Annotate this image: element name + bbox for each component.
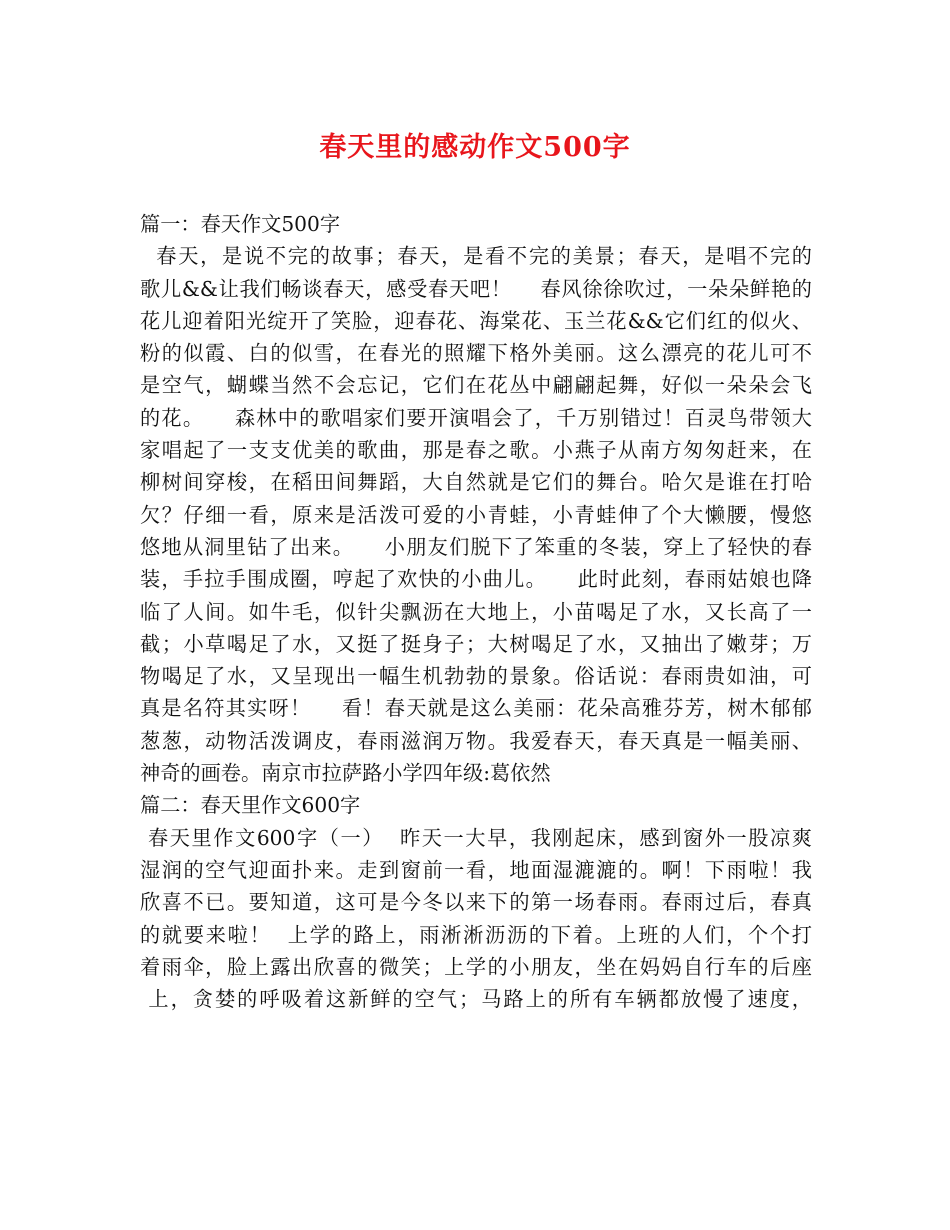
document-body	[140, 208, 812, 1015]
text-line: 花儿迎着阳光绽开了笑脸，迎春花、海棠花、玉兰花&&它们红的似火、	[140, 308, 812, 333]
text-line: 的就要来啦！ 上学的路上，雨淅淅沥沥的下着。上班的人们，个个打	[140, 922, 812, 947]
text-line: 装，手拉手围成圈，哼起了欢快的小曲儿。 此时此刻，春雨姑娘也降	[140, 567, 812, 592]
text-line: 着雨伞，脸上露出欣喜的微笑；上学的小朋友，坐在妈妈自行车的后座	[140, 954, 812, 979]
text-line: 家唱起了一支支优美的歌曲，那是春之歌。小燕子从南方匆匆赶来，在	[140, 438, 812, 463]
text-line: 悠地从洞里钻了出来。 小朋友们脱下了笨重的冬装，穿上了轻快的春	[140, 534, 812, 559]
text-line: 篇一：春天作文500字	[140, 212, 341, 236]
text-line: 欣喜不已。要知道，这可是今冬以来下的第一场春雨。春雨过后，春真	[140, 890, 812, 915]
text-line: 神奇的画卷。南京市拉萨路小学四年级:葛依然	[140, 761, 551, 786]
text-line: 篇二：春天里作文600字	[140, 793, 361, 818]
text-line: 春天，是说不完的故事；春天，是看不完的美景；春天，是唱不完的	[140, 244, 812, 269]
text-line: 上，贪婪的呼吸着这新鲜的空气；马路上的所有车辆都放慢了速度，	[140, 987, 812, 1012]
text-line: 歌儿&&让我们畅谈春天，感受春天吧！ 春风徐徐吹过，一朵朵鲜艳的	[140, 276, 812, 301]
text-line: 真是名符其实呀！ 看！春天就是这么美丽：花朵高雅芬芳，树木郁郁	[140, 696, 812, 721]
text-line: 欠？仔细一看，原来是活泼可爱的小青蛙，小青蛙伸了个大懒腰，慢悠	[140, 502, 812, 527]
text-line: 的花。 森林中的歌唱家们要开演唱会了，千万别错过！百灵鸟带领大	[140, 405, 812, 430]
text-line: 截；小草喝足了水，又挺了挺身子；大树喝足了水，又抽出了嫩芽；万	[140, 631, 812, 656]
text-line: 葱葱，动物活泼调皮，春雨滋润万物。我爱春天，春天真是一幅美丽、	[140, 728, 812, 753]
document-title: 春天里的感动作文500字	[319, 132, 631, 163]
text-line: 是空气，蝴蝶当然不会忘记，它们在花丛中翩翩起舞，好似一朵朵会飞	[140, 373, 812, 398]
text-line: 粉的似霞、白的似雪，在春光的照耀下格外美丽。这么漂亮的花儿可不	[140, 341, 812, 366]
text-line: 湿润的空气迎面扑来。走到窗前一看，地面湿漉漉的。啊！下雨啦！我	[140, 857, 812, 882]
text-line: 柳树间穿梭，在稻田间舞蹈，大自然就是它们的舞台。哈欠是谁在打哈	[140, 470, 812, 495]
text-line: 临了人间。如牛毛，似针尖飘沥在大地上，小苗喝足了水，又长高了一	[140, 599, 812, 624]
text-line: 春天里作文600字（一） 昨天一大早，我刚起床，感到窗外一股凉爽	[140, 825, 812, 850]
text-line: 物喝足了水，又呈现出一幅生机勃勃的景象。俗话说：春雨贵如油，可	[140, 664, 812, 689]
